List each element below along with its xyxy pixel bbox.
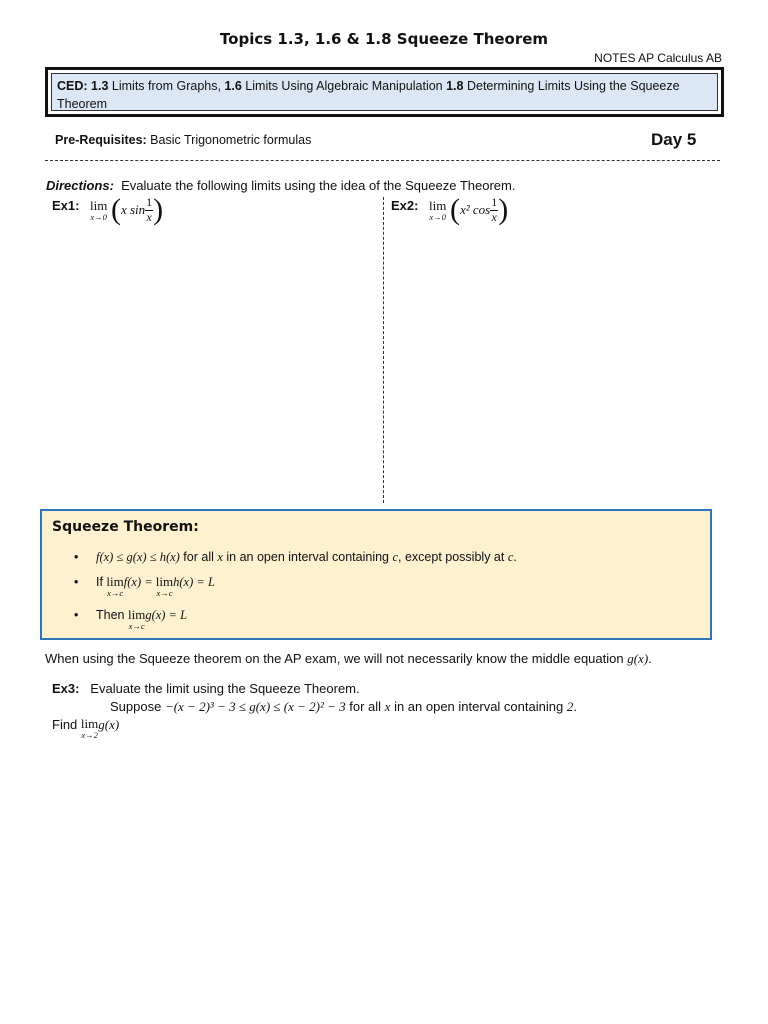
ex1-fraction: $\frac{1}{x}$ bbox=[146, 195, 153, 224]
prerequisites-text: Basic Trigonometric formulas bbox=[146, 133, 312, 147]
ced-box bbox=[45, 67, 724, 117]
ced-topic-3-text: Determining Limits Using the Squeeze Theorem bbox=[57, 79, 680, 111]
ex1-label: Ex1: bbox=[52, 198, 80, 213]
theorem-title: Squeeze Theorem: bbox=[52, 519, 199, 535]
bullet-dot: • bbox=[74, 608, 79, 622]
ex2-lim: lim x→0 bbox=[429, 197, 447, 222]
bullet-dot: • bbox=[74, 575, 79, 589]
ex3-find: Find lim x→2 g(x) bbox=[52, 716, 120, 740]
directions-label: Directions: bbox=[46, 178, 114, 193]
dashed-divider bbox=[45, 160, 720, 161]
ex3-suppose: Suppose −(x − 2)³ − 3 ≤ g(x) ≤ (x − 2)² − 3 for all x in an open interval containing 2. bbox=[110, 699, 577, 714]
bullet-dot: • bbox=[74, 550, 79, 564]
ex3-label: Ex3: bbox=[52, 681, 80, 696]
ex2-expression: lim x→0 (x² cos $\frac{1}{x}$ ) bbox=[429, 193, 509, 226]
ced-topic-1-text: Limits from Graphs, bbox=[108, 79, 225, 93]
ex1-expression: lim x→0 (x sin $\frac{1}{x}$ ) bbox=[90, 193, 164, 226]
directions bbox=[46, 178, 515, 193]
ex1-lim: lim x→0 bbox=[90, 197, 108, 222]
ced-topic-2-number: 1.6 bbox=[224, 79, 242, 93]
ex1-expr: x sin bbox=[120, 202, 146, 217]
ex2-expr: x² cos bbox=[459, 202, 491, 217]
course-label: NOTES AP Calculus AB bbox=[594, 51, 722, 65]
ced-label: CED: bbox=[57, 79, 88, 93]
day-label: Day 5 bbox=[651, 130, 697, 149]
prerequisites-label: Pre-Requisites: bbox=[55, 133, 147, 147]
ced-topic-3-number: 1.8 bbox=[446, 79, 464, 93]
ex2-label: Ex2: bbox=[391, 198, 419, 213]
ex2-fraction: $\frac{1}{x}$ bbox=[491, 195, 498, 224]
ced-text bbox=[51, 73, 718, 111]
ced-topic-1-number: 1.3 bbox=[91, 79, 109, 93]
column-divider bbox=[383, 197, 384, 503]
page-title: Topics 1.3, 1.6 & 1.8 Squeeze Theorem bbox=[219, 30, 549, 48]
exam-note: When using the Squeeze theorem on the AP exam, we will not necessarily know the middle equation g(x). bbox=[45, 651, 652, 666]
directions-text: Evaluate the following limits using the idea of the Squeeze Theorem. bbox=[113, 178, 516, 193]
squeeze-theorem-box: Squeeze Theorem: • f(x) ≤ g(x) ≤ h(x) for all x in an open interval containing c, except possibly at c. • If lim x→c f(x) = lim x→c h(x) = L • Then lim x→c g(x) = L bbox=[40, 509, 712, 640]
ced-topic-2-text: Limits Using Algebraic Manipulation bbox=[241, 79, 447, 93]
ex3-prompt: Ex3: Evaluate the limit using the Squeeze Theorem. bbox=[52, 681, 360, 696]
prerequisites bbox=[55, 133, 311, 147]
